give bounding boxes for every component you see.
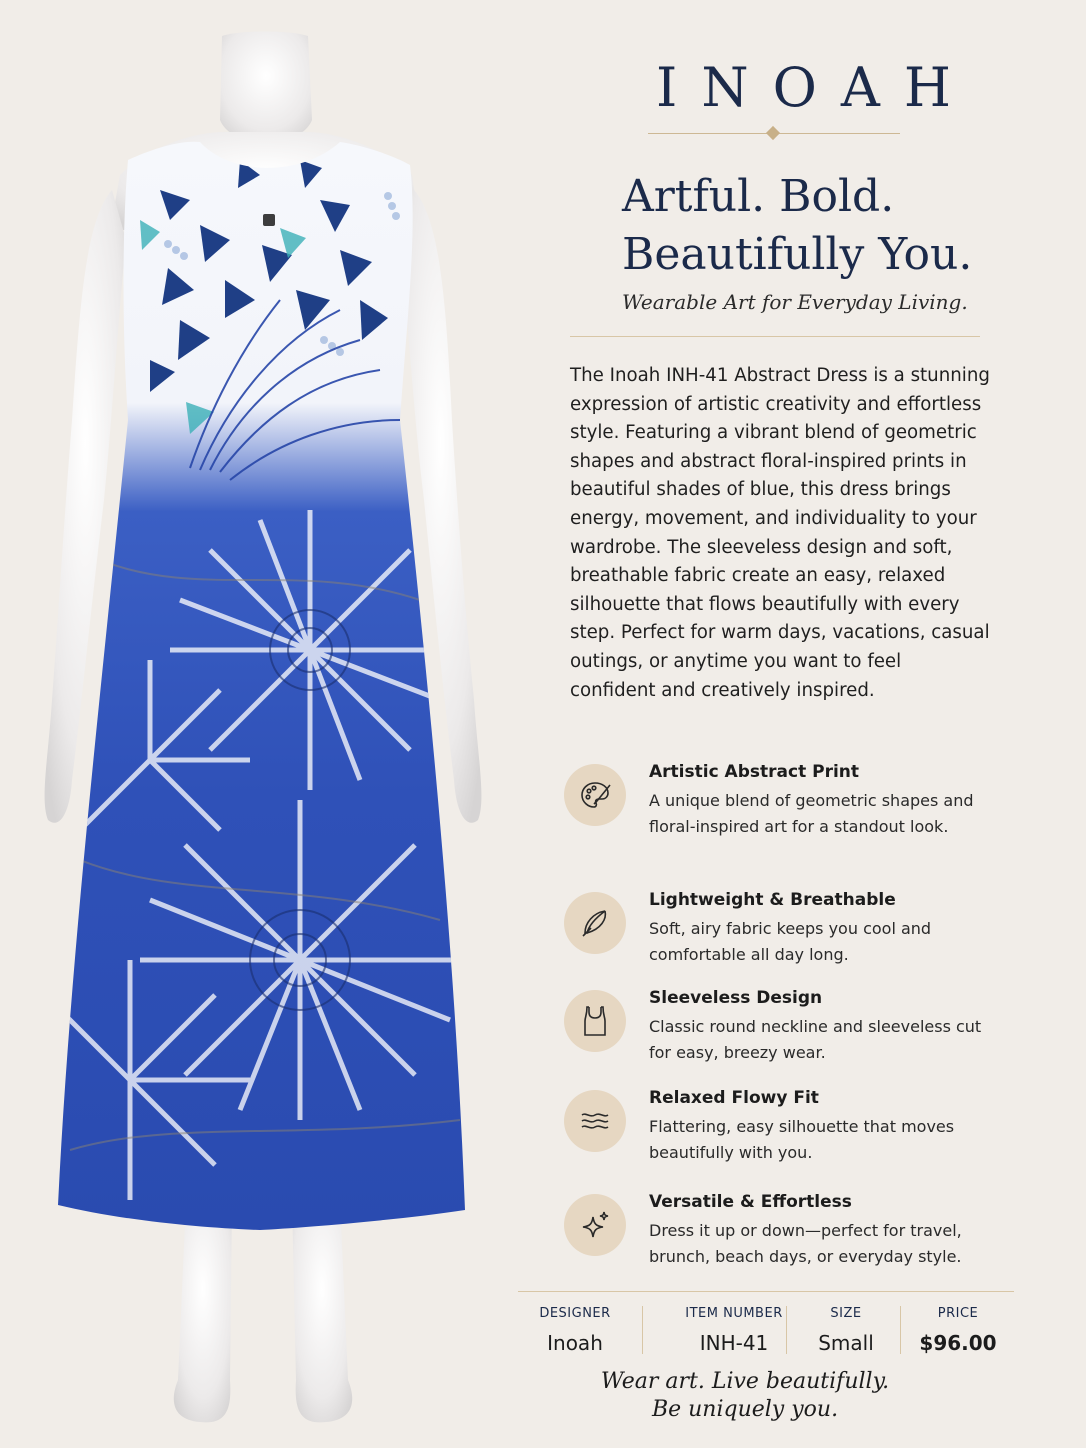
spec-label: PRICE [937,1306,979,1321]
feature-text: Dress it up or down—perfect for travel, brunch, beach days, or everyday style. [649,1221,962,1266]
feature-title: Versatile & Effortless [649,1192,852,1212]
product-specs [510,1300,1010,1360]
spec-value: INH-41 [699,1331,769,1355]
feature-text: Soft, airy fabric keeps you cool and comfortable all day long. [649,919,932,964]
diamond-ornament-icon [766,126,780,140]
spec-label: ITEM NUMBER [685,1306,783,1321]
price-value: $96.00 [919,1331,997,1355]
headline [622,168,1042,284]
feature-title: Relaxed Flowy Fit [649,1088,819,1108]
closing-line-1: Wear art. Live beautifully. [600,1369,890,1394]
spec-separator [900,1306,901,1354]
tagline: Wearable Art for Everyday Living. [622,290,968,314]
feature-text: Flattering, easy silhouette that moves beautifully with you. [649,1117,955,1162]
brand-divider [648,132,900,134]
feather-icon [564,892,626,954]
feature-title: Artistic Abstract Print [649,762,860,782]
spec-value: Inoah [547,1331,603,1355]
product-details [539,0,1060,1448]
spec-item-number [650,1300,818,1360]
brand-logo: INOAH [656,56,975,119]
closing-tagline [560,1368,930,1424]
spec-price [908,1300,1008,1360]
feature-text: A unique blend of geometric shapes and floral-inspired art for a standout look. [649,791,974,836]
sparkle-icon [564,1194,626,1256]
feature-title: Lightweight & Breathable [649,890,896,910]
spec-size [794,1300,898,1360]
waves-icon [564,1090,626,1152]
spec-separator [786,1306,787,1354]
product-description: The Inoah INH-41 Abstract Dress is a stunning expression of artistic creativity and effortless style. Featuring a vibrant blend of geometric shapes and abstract floral-inspired prints in beautiful shades of blue, this dress brings energy, movement, and individuality to your wardrobe. The sleeveless design and soft, breathable fabric create an easy, relaxed silhouette that flows beautifully with every step. Perfect for warm days, vacations, casual outings, or anytime you want to feel confident and creatively inspired. [570,365,990,701]
spec-label: SIZE [830,1306,862,1321]
spec-value: Small [818,1331,874,1355]
feature-text: Classic round neckline and sleeveless cut for easy, breezy wear. [649,1017,982,1062]
dress-mannequin-image [0,0,520,1448]
headline-line-2: Beautifully You. [622,229,973,280]
closing-line-2: Be uniquely you. [651,1397,839,1422]
section-divider [570,336,980,337]
spec-separator [642,1306,643,1354]
headline-line-1: Artful. Bold. [622,171,895,222]
tank-top-icon [564,990,626,1052]
spec-label: DESIGNER [539,1306,611,1321]
palette-brush-icon [564,764,626,826]
feature-title: Sleeveless Design [649,988,823,1008]
specs-divider [518,1291,1014,1292]
spec-designer [510,1300,640,1360]
